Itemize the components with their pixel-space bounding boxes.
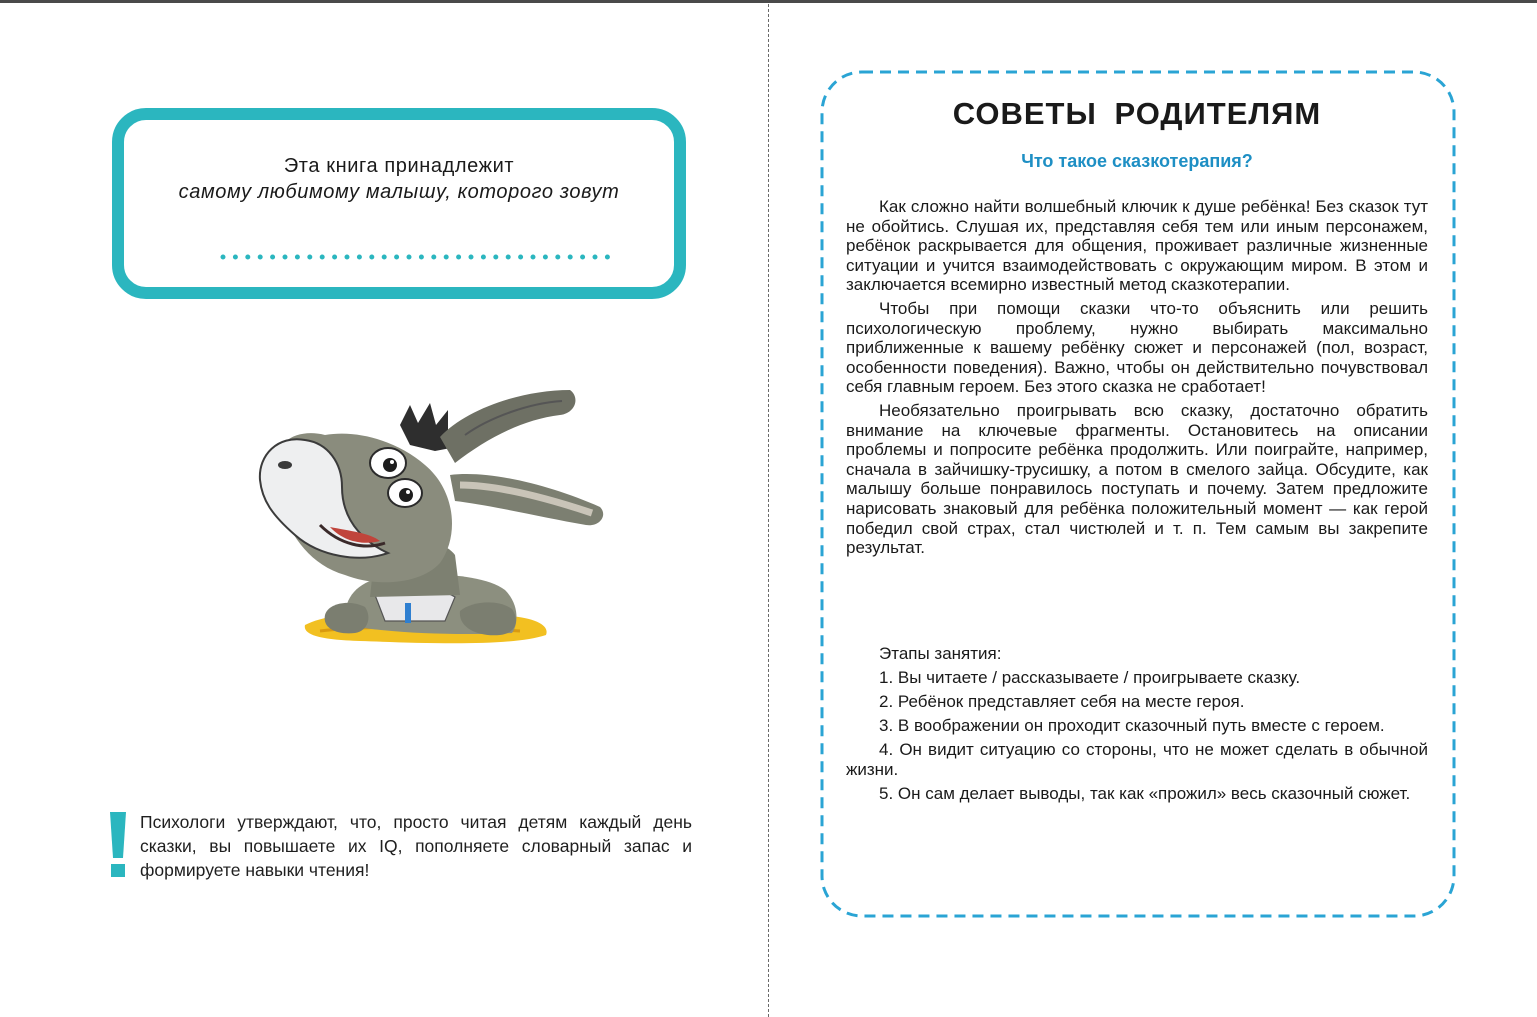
step-item: 2. Ребёнок представляет себя на месте героя. [879, 692, 1245, 712]
step-item: 5. Он сам делает выводы, так как «прожил» весь сказочный сюжет. [879, 784, 1411, 804]
advice-body [846, 197, 1428, 562]
advice-paragraph: Как сложно найти волшебный ключик к душе ребёнка! Без сказок тут не обойтись. Слушая их, представляя себя тем или иным персонажем, ребёнок раскрывается для общения, проживает различные жизненные ситуации и учится взаимодействовать с окружающим миром. В этом и заключается всемирно известный метод сказкотерапии. [846, 197, 1428, 295]
advice-paragraph: Необязательно проигрывать всю сказку, достаточно обратить внимание на ключевые фрагменты. Остановитесь на описании проблемы и попросите ребёнка продолжить. Или поиграйте, например, сначала в зайчишку-трусишку, а потом в смелого зайца. Обсудите, как малышу больше понравилось поступать и почему. Затем предложите нарисовать знаковый для ребёнка положительный момент — как герой победил свой страх, стал чистюлей и т. п. Тем самым вы закрепите результат. [846, 400, 1428, 558]
advice-paragraph: Чтобы при помощи сказки что-то объяснить или решить психологическую проблему, нужно выбирать максимально приближенные к вашему ребёнку сюжет и персонажей (пол, возраст, особенности поведения). Важно, чтобы он действительно почувствовал себя главным героем. Без этого сказка не сработает! [846, 298, 1428, 397]
steps-heading: Этапы занятия: [879, 644, 1002, 663]
owner-line-2: самому любимому малышу, которого зовут [178, 181, 620, 203]
step-item: 1. Вы читаете / рассказываете / проигрываете сказку. [879, 668, 1301, 688]
advice-title: СОВЕТЫ РОДИТЕЛЯМ [952, 96, 1322, 131]
owner-line-1: Эта книга принадлежит [283, 155, 515, 177]
name-dotted-line [220, 254, 610, 260]
page-fold-line [768, 4, 769, 1017]
tip-text: Психологи утверждают, что, просто читая детям каждый день сказки, вы повышаете их IQ, пополняете словарный запас и формируете навыки чтения! [140, 812, 692, 880]
donkey-illustration [250, 385, 610, 665]
step-item: 4. Он видит ситуацию со стороны, что не может сделать в обычной жизни. [846, 740, 1428, 779]
advice-subtitle: Что такое сказкотерапия? [1021, 151, 1253, 171]
owner-box [112, 108, 686, 299]
exclamation-icon [108, 812, 128, 878]
steps-list [846, 644, 1428, 808]
step-item: 3. В воображении он проходит сказочный путь вместе с героем. [879, 716, 1385, 736]
top-rule [0, 0, 1537, 3]
